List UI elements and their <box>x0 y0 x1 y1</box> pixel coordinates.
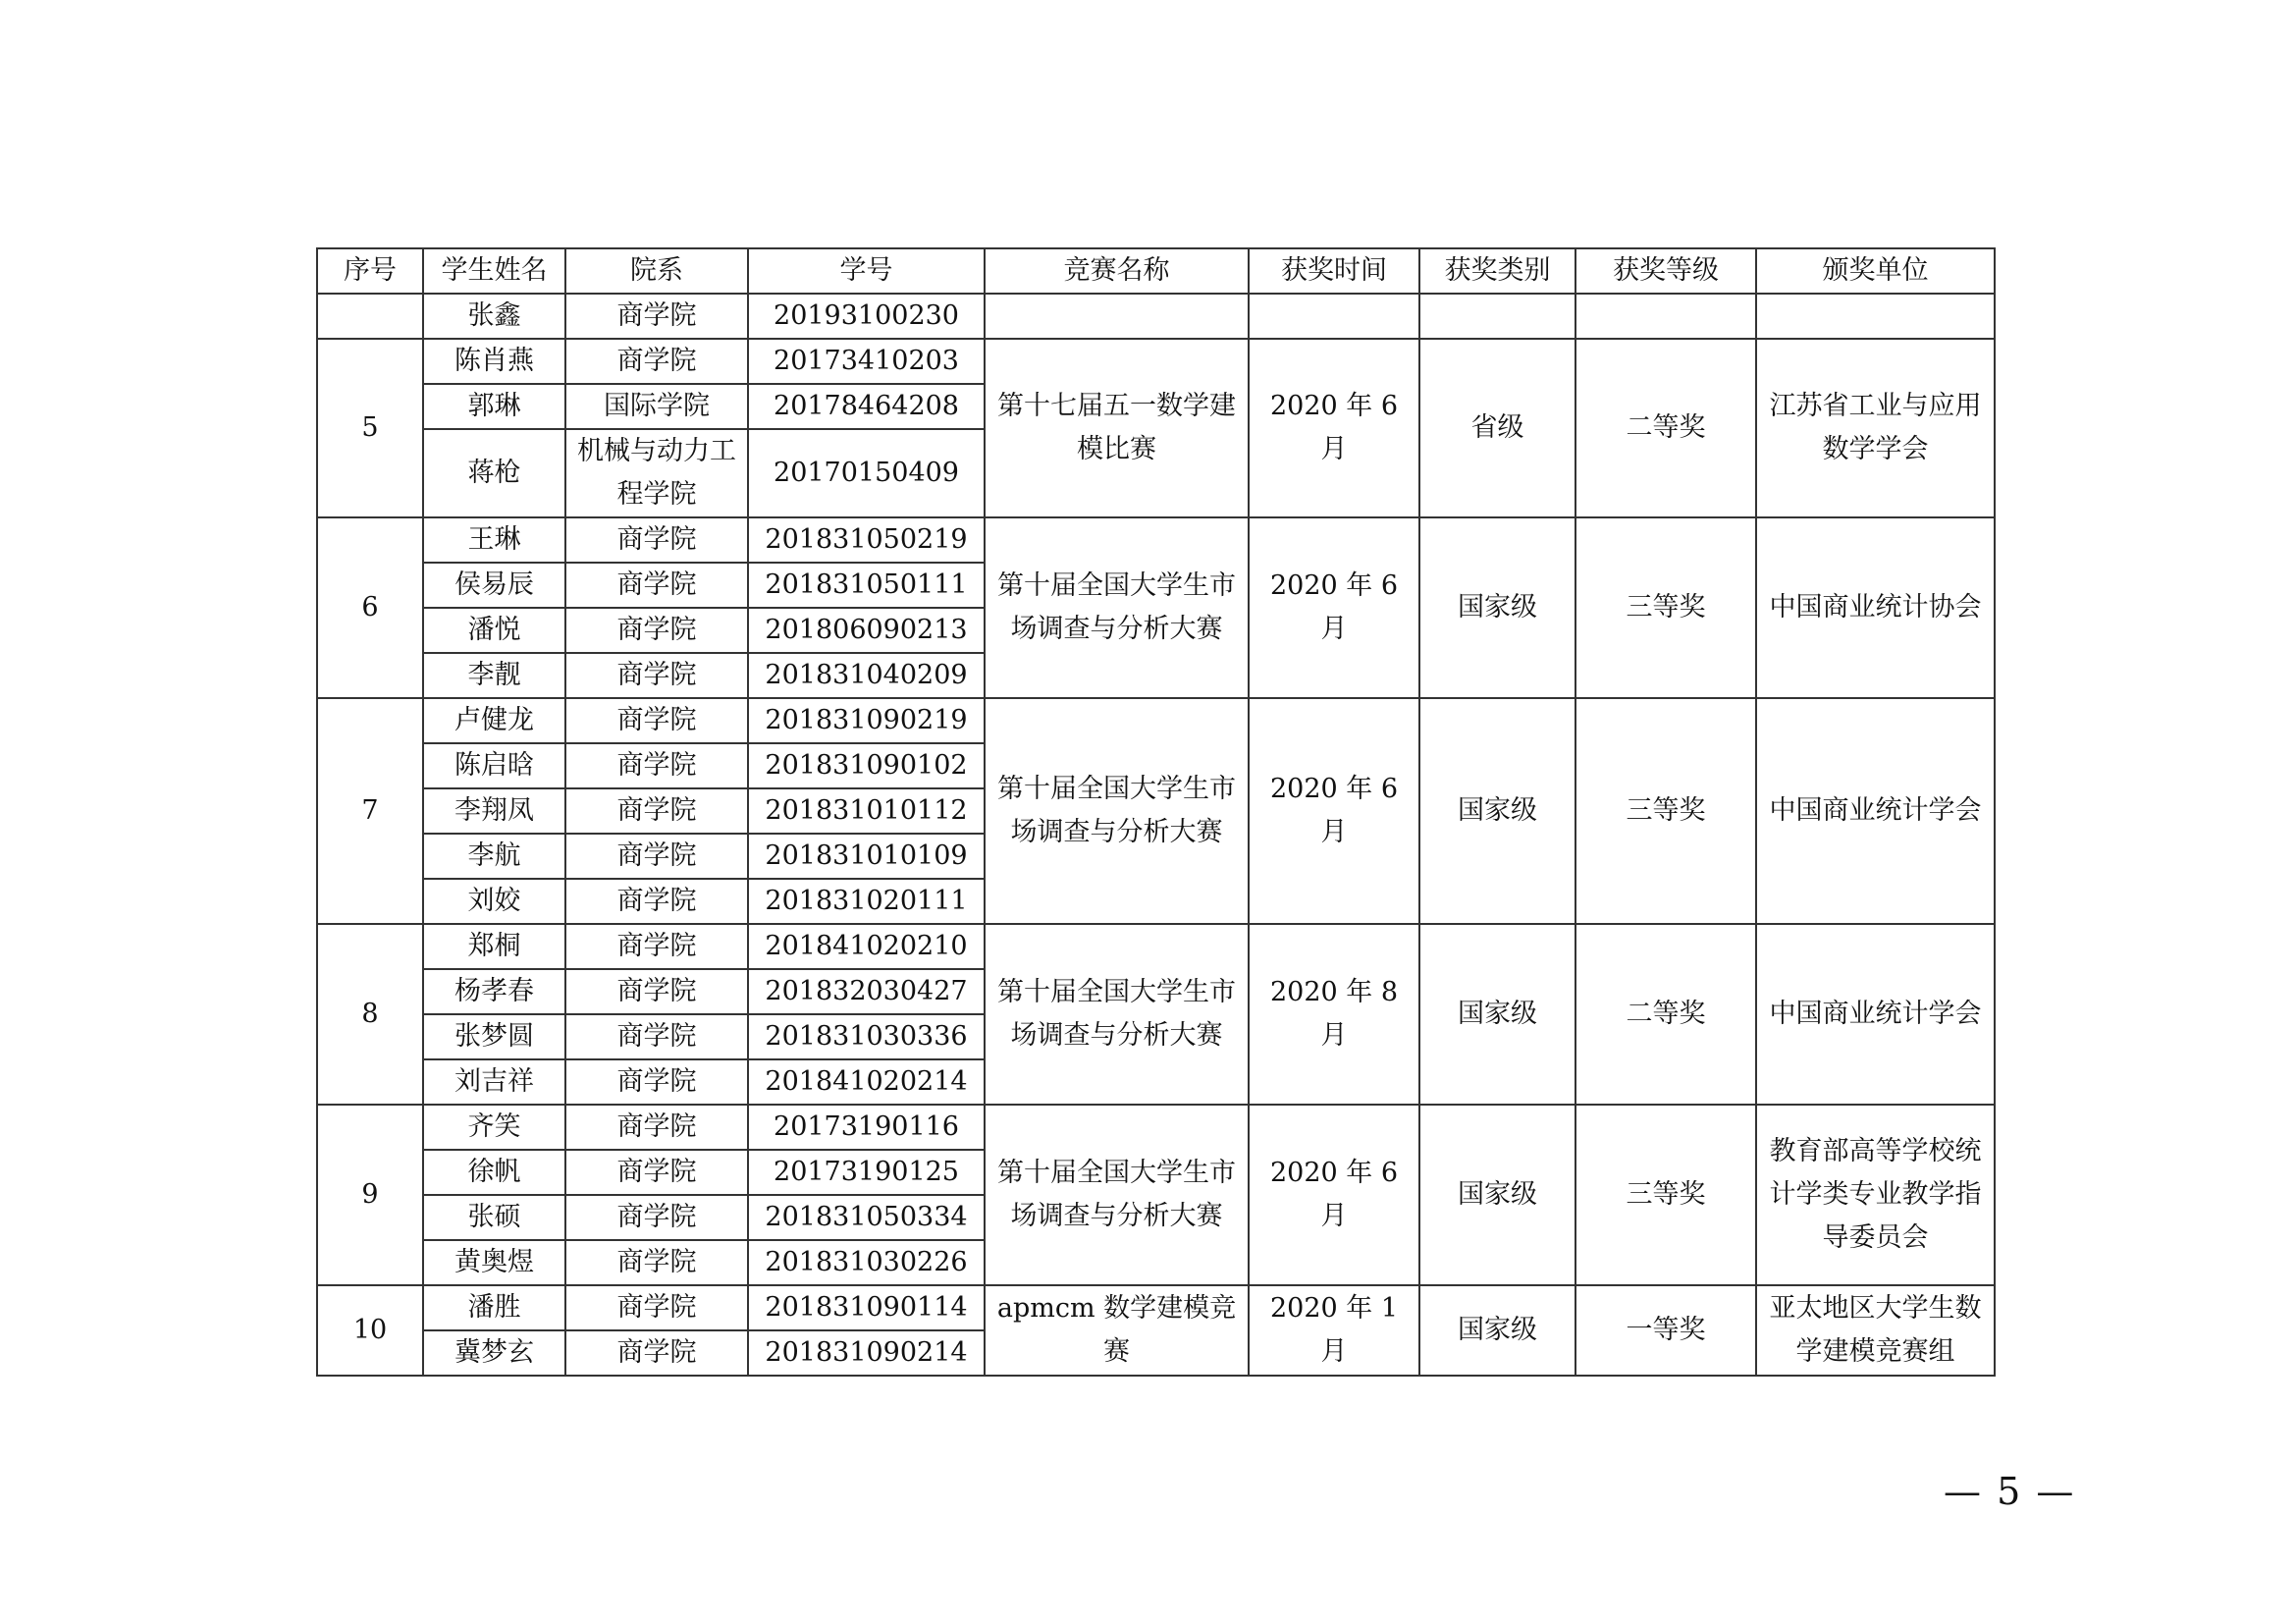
student-name: 李靓 <box>423 653 565 698</box>
student-name: 张鑫 <box>423 294 565 339</box>
header-cell: 院系 <box>565 248 748 294</box>
department: 商学院 <box>565 698 748 743</box>
award-time: 2020 年 6 月 <box>1249 517 1419 698</box>
table-row <box>317 517 1995 563</box>
header-cell: 学生姓名 <box>423 248 565 294</box>
department: 商学院 <box>565 924 748 969</box>
serial-number: 9 <box>317 1105 423 1285</box>
department: 商学院 <box>565 879 748 924</box>
award-level-cell <box>1575 294 1756 339</box>
table-row <box>317 294 1995 339</box>
student-name: 卢健龙 <box>423 698 565 743</box>
competition-name: 第十届全国大学生市场调查与分析大赛 <box>985 1105 1249 1285</box>
department: 商学院 <box>565 969 748 1014</box>
department: 商学院 <box>565 834 748 879</box>
competition-name: 第十届全国大学生市场调查与分析大赛 <box>985 517 1249 698</box>
student-name: 张硕 <box>423 1195 565 1240</box>
table-row <box>317 698 1995 743</box>
header-cell: 竞赛名称 <box>985 248 1249 294</box>
page-number-footer <box>1944 1470 2075 1513</box>
student-name: 郭琳 <box>423 384 565 429</box>
serial-number: 7 <box>317 698 423 924</box>
department: 商学院 <box>565 1285 748 1330</box>
student-name: 潘胜 <box>423 1285 565 1330</box>
competition-name: apmcm 数学建模竞赛 <box>985 1285 1249 1376</box>
award-table <box>316 247 1996 1377</box>
header-cell: 颁奖单位 <box>1756 248 1995 294</box>
award-category: 国家级 <box>1419 698 1575 924</box>
header-cell: 获奖类别 <box>1419 248 1575 294</box>
header-cell: 获奖时间 <box>1249 248 1419 294</box>
header-row <box>317 248 1995 294</box>
student-name: 郑桐 <box>423 924 565 969</box>
department: 商学院 <box>565 1150 748 1195</box>
student-id: 20178464208 <box>748 384 985 429</box>
student-id: 201831030226 <box>748 1240 985 1285</box>
student-name: 李航 <box>423 834 565 879</box>
award-time-cell <box>1249 294 1419 339</box>
student-name: 刘吉祥 <box>423 1059 565 1105</box>
serial-cell <box>317 294 423 339</box>
department: 商学院 <box>565 1014 748 1059</box>
table-row <box>317 339 1995 384</box>
award-time: 2020 年 6 月 <box>1249 1105 1419 1285</box>
issuing-organization: 教育部高等学校统计学类专业教学指导委员会 <box>1756 1105 1995 1285</box>
department: 商学院 <box>565 1059 748 1105</box>
student-name: 刘姣 <box>423 879 565 924</box>
award-level: 三等奖 <box>1575 1105 1756 1285</box>
department: 商学院 <box>565 653 748 698</box>
award-level: 一等奖 <box>1575 1285 1756 1376</box>
student-id: 20173190116 <box>748 1105 985 1150</box>
department: 商学院 <box>565 339 748 384</box>
student-name: 齐笑 <box>423 1105 565 1150</box>
student-id: 201831090114 <box>748 1285 985 1330</box>
student-id: 201831090219 <box>748 698 985 743</box>
competition-cell <box>985 294 1249 339</box>
student-name: 陈肖燕 <box>423 339 565 384</box>
competition-name: 第十届全国大学生市场调查与分析大赛 <box>985 698 1249 924</box>
student-id: 201831040209 <box>748 653 985 698</box>
student-id: 20170150409 <box>748 429 985 517</box>
award-time: 2020 年 8 月 <box>1249 924 1419 1105</box>
footer-dash-left: — <box>1944 1470 1983 1513</box>
award-category: 国家级 <box>1419 924 1575 1105</box>
student-id: 20193100230 <box>748 294 985 339</box>
student-id: 201841020214 <box>748 1059 985 1105</box>
student-name: 蒋枪 <box>423 429 565 517</box>
department: 商学院 <box>565 743 748 788</box>
department: 机械与动力工程学院 <box>565 429 748 517</box>
student-id: 201831020111 <box>748 879 985 924</box>
award-level: 二等奖 <box>1575 924 1756 1105</box>
student-id: 201831010109 <box>748 834 985 879</box>
department: 商学院 <box>565 563 748 608</box>
student-id: 20173190125 <box>748 1150 985 1195</box>
student-id: 201831050111 <box>748 563 985 608</box>
issuing-organization: 亚太地区大学生数学建模竞赛组 <box>1756 1285 1995 1376</box>
award-category: 国家级 <box>1419 1285 1575 1376</box>
student-name: 黄奥煜 <box>423 1240 565 1285</box>
footer-dash-right: — <box>2036 1470 2076 1513</box>
table-row <box>317 1285 1995 1330</box>
issuing-organization: 中国商业统计学会 <box>1756 698 1995 924</box>
award-category: 省级 <box>1419 339 1575 517</box>
department: 商学院 <box>565 1330 748 1376</box>
student-name: 冀梦玄 <box>423 1330 565 1376</box>
student-name: 潘悦 <box>423 608 565 653</box>
student-name: 侯易辰 <box>423 563 565 608</box>
table-body <box>317 294 1995 1376</box>
table-row <box>317 924 1995 969</box>
header-cell: 学号 <box>748 248 985 294</box>
serial-number: 8 <box>317 924 423 1105</box>
department: 商学院 <box>565 294 748 339</box>
student-id: 20173410203 <box>748 339 985 384</box>
header-cell: 序号 <box>317 248 423 294</box>
student-id: 201831030336 <box>748 1014 985 1059</box>
competition-name: 第十七届五一数学建模比赛 <box>985 339 1249 517</box>
award-level: 三等奖 <box>1575 517 1756 698</box>
department: 商学院 <box>565 1105 748 1150</box>
issuing-organization: 中国商业统计学会 <box>1756 924 1995 1105</box>
table-row <box>317 1105 1995 1150</box>
student-name: 张梦圆 <box>423 1014 565 1059</box>
award-time: 2020 年 6 月 <box>1249 339 1419 517</box>
issuing-organization: 中国商业统计协会 <box>1756 517 1995 698</box>
award-category-cell <box>1419 294 1575 339</box>
student-id: 201832030427 <box>748 969 985 1014</box>
student-id: 201831010112 <box>748 788 985 834</box>
department: 商学院 <box>565 608 748 653</box>
department: 商学院 <box>565 1240 748 1285</box>
student-id: 201831050219 <box>748 517 985 563</box>
award-level: 二等奖 <box>1575 339 1756 517</box>
student-name: 王琳 <box>423 517 565 563</box>
department: 商学院 <box>565 788 748 834</box>
serial-number: 5 <box>317 339 423 517</box>
issuer-cell <box>1756 294 1995 339</box>
student-name: 陈启晗 <box>423 743 565 788</box>
header-cell: 获奖等级 <box>1575 248 1756 294</box>
award-category: 国家级 <box>1419 517 1575 698</box>
student-id: 201841020210 <box>748 924 985 969</box>
award-time: 2020 年 1 月 <box>1249 1285 1419 1376</box>
competition-name: 第十届全国大学生市场调查与分析大赛 <box>985 924 1249 1105</box>
page-number: 5 <box>1997 1470 2023 1513</box>
award-time: 2020 年 6 月 <box>1249 698 1419 924</box>
department: 商学院 <box>565 517 748 563</box>
student-name: 杨孝春 <box>423 969 565 1014</box>
student-name: 李翔凤 <box>423 788 565 834</box>
department: 商学院 <box>565 1195 748 1240</box>
award-category: 国家级 <box>1419 1105 1575 1285</box>
student-id: 201831090102 <box>748 743 985 788</box>
issuing-organization: 江苏省工业与应用数学学会 <box>1756 339 1995 517</box>
serial-number: 6 <box>317 517 423 698</box>
student-id: 201806090213 <box>748 608 985 653</box>
serial-number: 10 <box>317 1285 423 1376</box>
department: 国际学院 <box>565 384 748 429</box>
student-name: 徐帆 <box>423 1150 565 1195</box>
student-id: 201831090214 <box>748 1330 985 1376</box>
student-id: 201831050334 <box>748 1195 985 1240</box>
award-level: 三等奖 <box>1575 698 1756 924</box>
